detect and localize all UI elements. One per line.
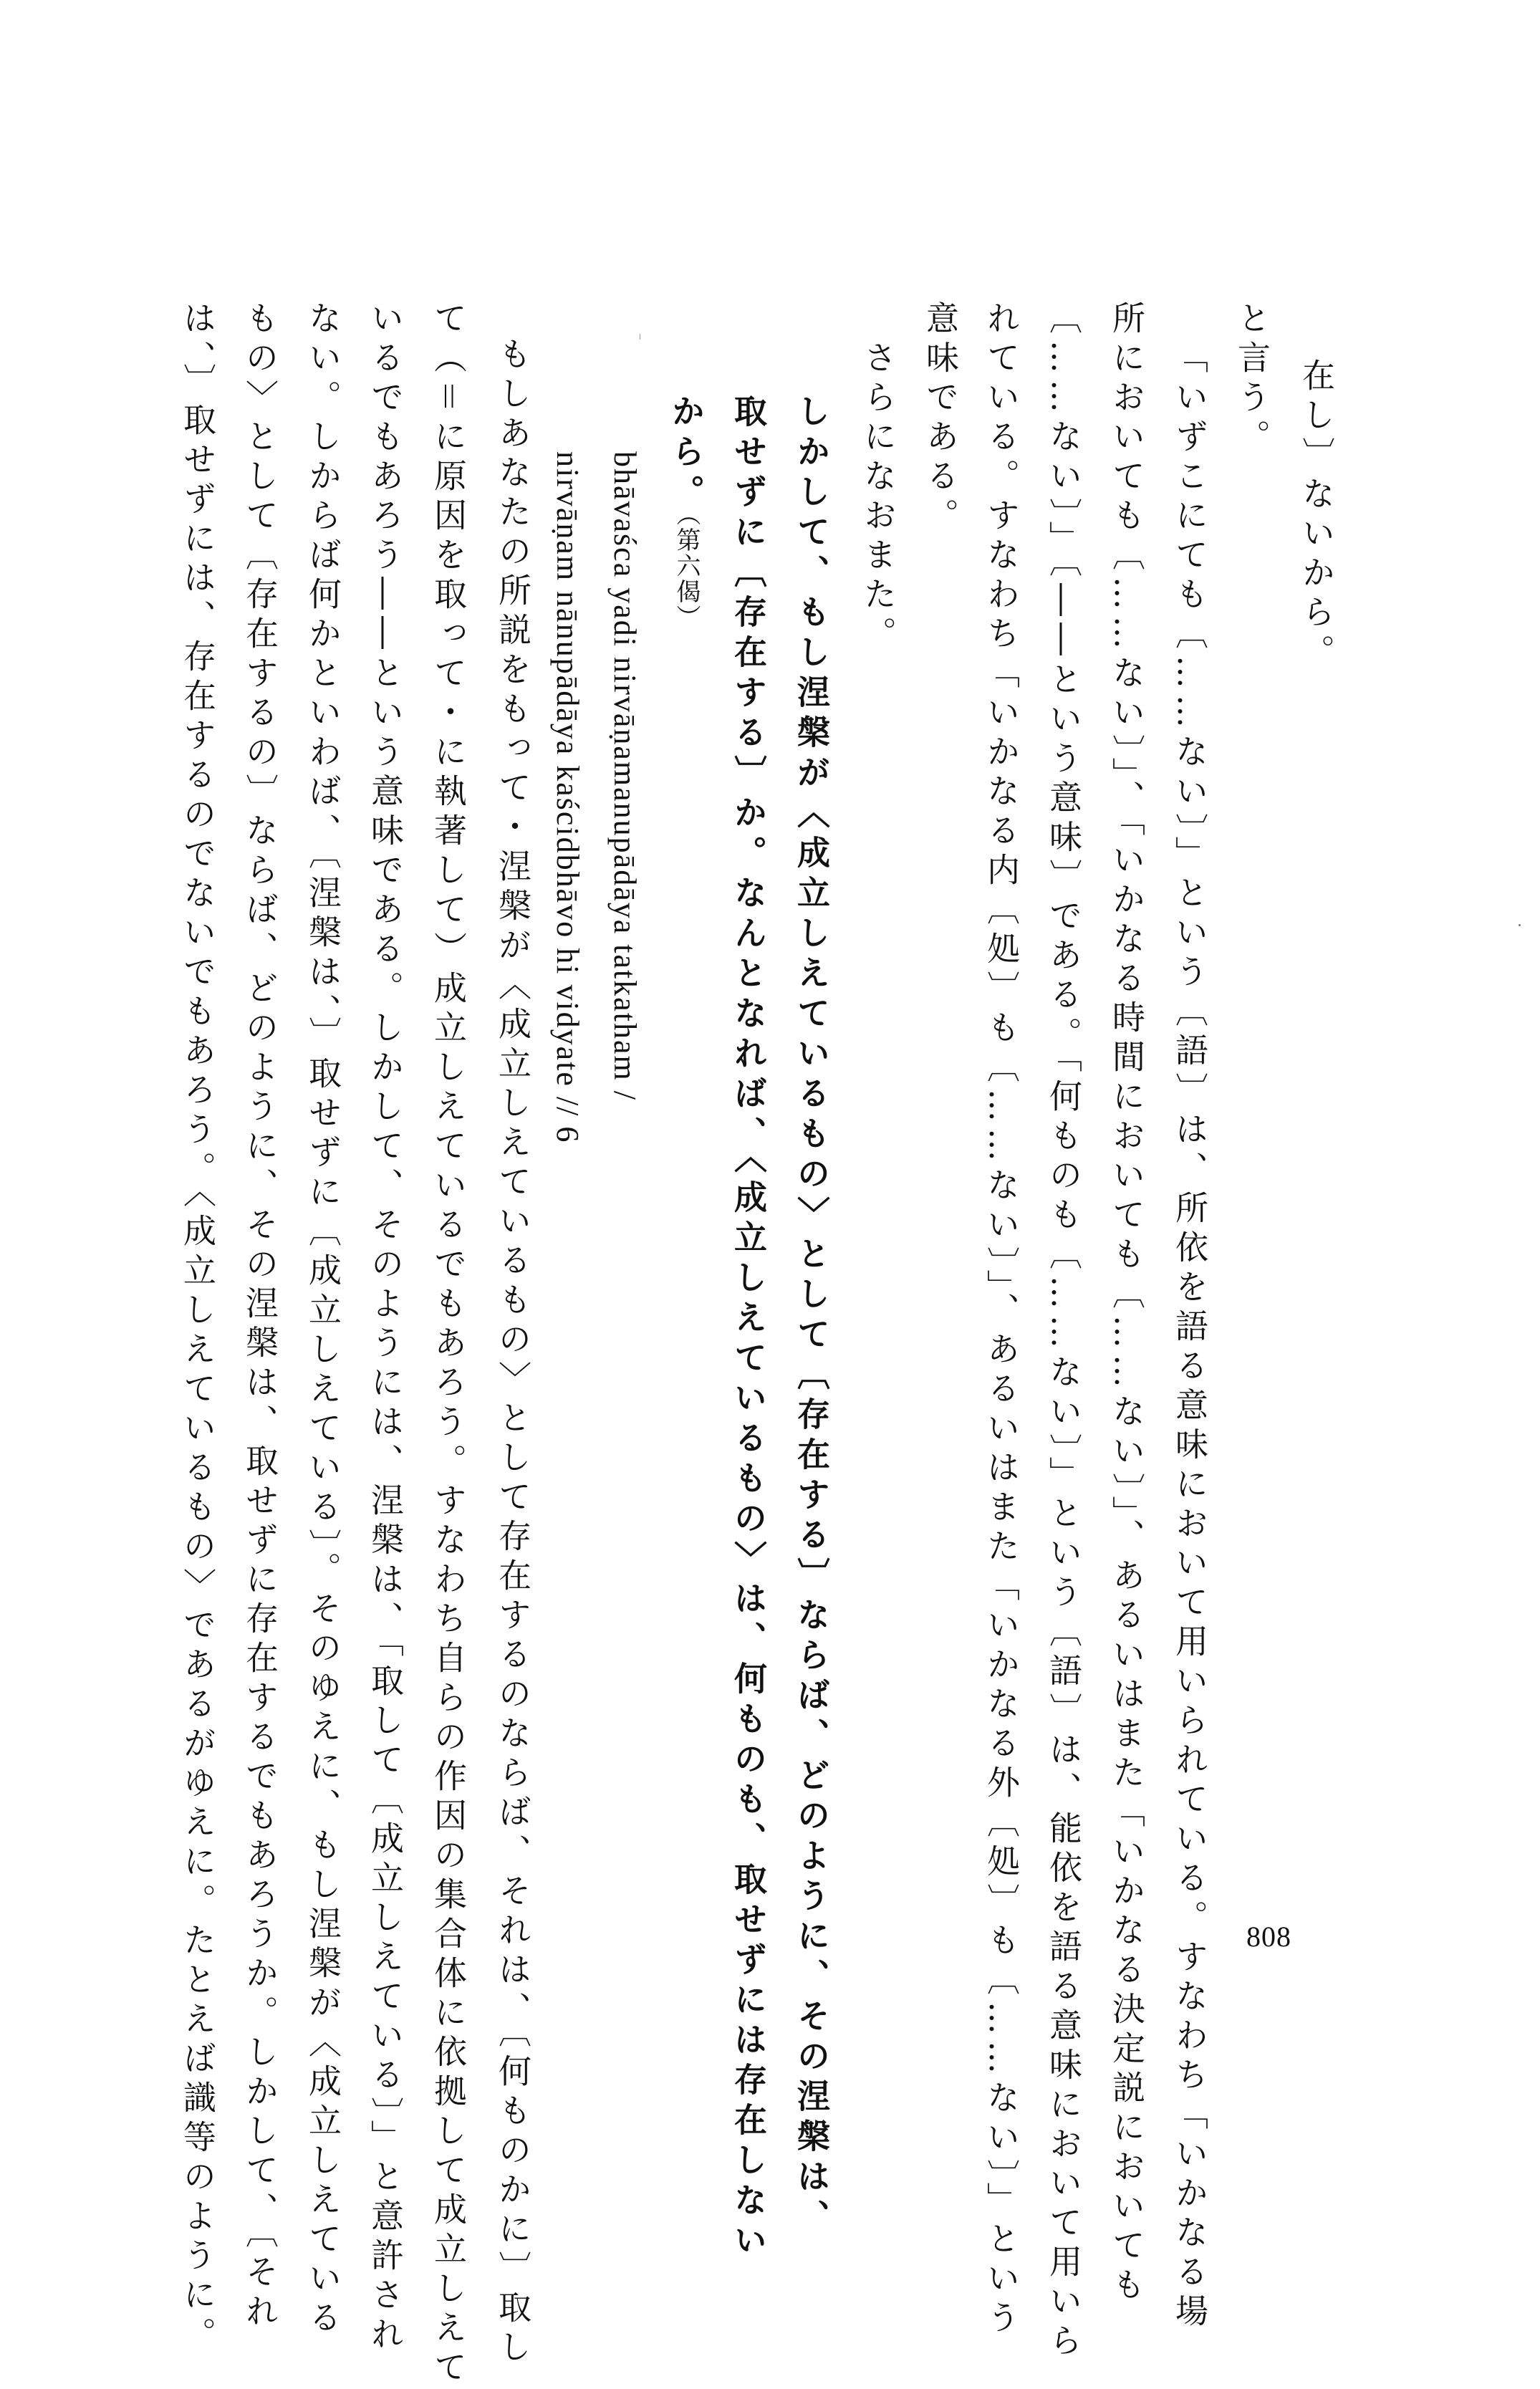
sanskrit-line-1: bhāvaśca yadi nirvāṇamanupādāya tatkatham /	[607, 451, 643, 1101]
text-line-1: 在し〕ないから。	[1297, 358, 1336, 673]
verse-number-note: （第六偈）	[672, 501, 701, 630]
commentary-line-2: て（＝に原因を取って・に執著して）成立しえているでもあろう。すなわち自らの作因の集合体に依拠して成立しえて	[429, 301, 468, 2389]
verse-line-2: 取せずに〔存在する〕か。なんとなれば、〈成立しえているもの〉は、何ものも、取せずには存在しない	[729, 394, 768, 2263]
commentary-line-3: いるでもあろう――という意味である。しかして、そのようには、涅槃は、「取して〔成立しえている〕」と意許され	[366, 301, 405, 2356]
text-line-8: さらになおまた。	[859, 340, 897, 655]
text-line-2: と言う。	[1233, 301, 1271, 458]
commentary-line-5: もの〉として〔存在するの〕ならば、どのように、その涅槃は、取せずに存在するでもあろうか。しかして、〔それ	[241, 301, 279, 2333]
text-line-6: れている。すなわち「いかなる内〔処〕も〔……ない〕」、あるいはまた「いかなる外〔処〕も〔……ない〕」という	[982, 301, 1021, 2340]
text-line-3: 「いずこにても〔……ない〕」という〔語〕は、所依を語る意味において用いられている。すなわち「いかなる場	[1170, 340, 1209, 2333]
commentary-line-1: もしあなたの所説をもって・涅槃が〈成立しえているもの〉として存在するのならば、それは、〔何ものかに〕取し	[494, 337, 532, 2369]
margin-mark	[1519, 924, 1521, 926]
verse-line-3: から。	[667, 394, 706, 514]
commentary-line-6: は、〕取せずには、存在するのでないでもあろう。〈成立しえているもの〉であるがゆえに。たとえば識等のように。	[178, 301, 217, 2356]
text-line-5: 〔……ない〕」〔――という意味〕である。「何ものも〔……ない〕」という〔語〕は、能依を語る意味において用いら	[1044, 301, 1083, 2362]
verse-line-1: しかして、もし涅槃が〈成立しえているもの〉として〔存在する〕ならば、どのように、その涅槃は、	[792, 394, 831, 2239]
text-line-4: 所においても〔……ない〕」、「いかなる時間においても〔……ない〕」、あるいはまた「いかなる決定説においても	[1107, 301, 1146, 2307]
commentary-line-4: ない。しからば何かといわば、〔涅槃は、〕取せずに〔成立しえている〕。そのゆえに、もし涅槃が〈成立しえている	[304, 301, 342, 2340]
text-line-7: 意味である。	[921, 301, 960, 537]
page-number: 808	[1246, 1921, 1291, 1953]
sanskrit-line-2: nirvāṇam nānupādāya kaścidbhāvo hi vidyate // 6	[550, 451, 585, 1144]
